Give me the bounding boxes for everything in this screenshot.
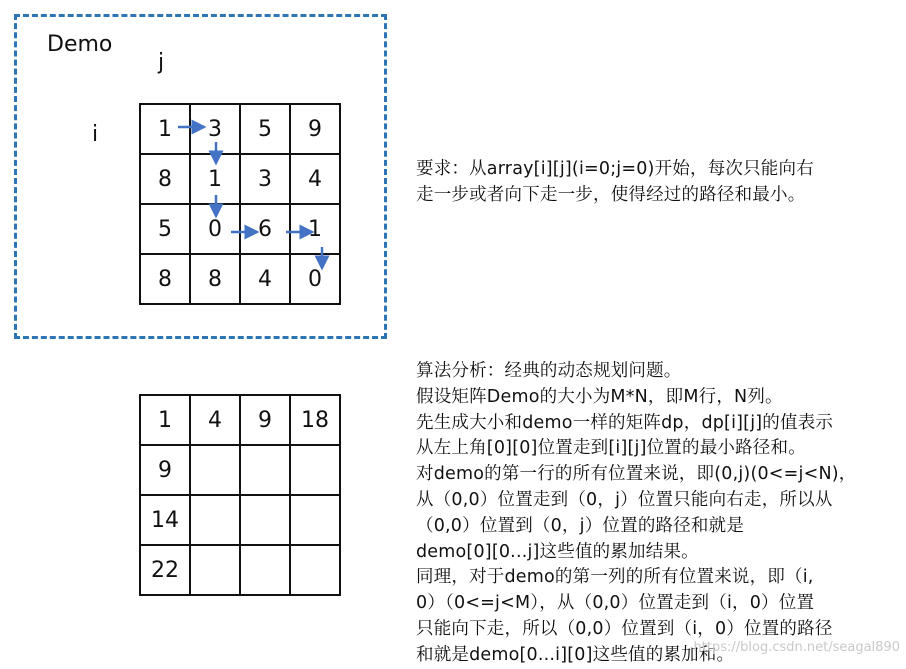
matrix-cell: 18 bbox=[290, 395, 340, 445]
text-line: 先生成大小和demo一样的矩阵dp，dp[i][j]的值表示 bbox=[416, 412, 834, 433]
text-line: demo[0][0...j]这些值的累加结果。 bbox=[416, 541, 699, 562]
matrix-cell: 14 bbox=[140, 495, 190, 545]
matrix-cell: 3 bbox=[240, 154, 290, 204]
analysis-text bbox=[416, 359, 856, 669]
matrix-cell: 9 bbox=[140, 445, 190, 495]
matrix-cell: 1 bbox=[190, 154, 240, 204]
matrix-cell: 5 bbox=[240, 104, 290, 154]
matrix-cell: 9 bbox=[290, 104, 340, 154]
matrix-cell: 22 bbox=[140, 545, 190, 595]
matrix-cell: 5 bbox=[140, 204, 190, 254]
column-label-j: j bbox=[158, 50, 165, 75]
matrix-cell: 4 bbox=[290, 154, 340, 204]
matrix-cell: 9 bbox=[240, 395, 290, 445]
text-line: 假设矩阵Demo的大小为M*N，即M行，N列。 bbox=[416, 386, 783, 407]
text-line: 对demo的第一行的所有位置来说，即(0,j)(0<=j<N)， bbox=[416, 464, 857, 485]
text-line: 要求：从array[i][j](i=0;j=0)开始，每次只能向右 bbox=[416, 159, 814, 179]
matrix-cell: 8 bbox=[140, 154, 190, 204]
text-line: 从（0,0）位置走到（0，j）位置只能向右走，所以从 bbox=[416, 489, 833, 510]
matrix-cell: 8 bbox=[140, 254, 190, 304]
text-line: 算法分析：经典的动态规划问题。 bbox=[416, 361, 682, 381]
text-line: 0）（0<=j<M），从（0,0）位置走到（i，0）位置 bbox=[416, 593, 815, 614]
matrix-cell: 3 bbox=[190, 104, 240, 154]
matrix-cell: 0 bbox=[290, 254, 340, 304]
matrix-cell: 1 bbox=[140, 104, 190, 154]
text-line: （0,0）位置到（0，j）位置的路径和就是 bbox=[416, 515, 745, 536]
requirement-text bbox=[416, 157, 814, 209]
matrix-cell: 8 bbox=[190, 254, 240, 304]
matrix-cell: 4 bbox=[240, 254, 290, 304]
text-line: 同理，对于demo的第一列的所有位置来说，即（i, bbox=[416, 567, 814, 588]
text-line: 只能向下走，所以（0,0）位置到（i，0）位置的路径 bbox=[416, 618, 833, 639]
text-line: 和就是demo[0...i][0]这些值的累加和。 bbox=[416, 644, 735, 665]
watermark: https://blog.csdn.net/seagal890 bbox=[693, 640, 900, 655]
matrix-cell: 1 bbox=[140, 395, 190, 445]
matrix-cell: 6 bbox=[240, 204, 290, 254]
demo-title: Demo bbox=[47, 32, 113, 57]
row-label-i: i bbox=[92, 122, 99, 147]
matrix-cell: 0 bbox=[190, 204, 240, 254]
matrix-cell: 4 bbox=[190, 395, 240, 445]
text-line: 走一步或者向下走一步，使得经过的路径和最小。 bbox=[416, 184, 806, 205]
matrix-cell: 1 bbox=[290, 204, 340, 254]
text-line: 从左上角[0][0]位置走到[i][j]位置的最小路径和。 bbox=[416, 438, 806, 459]
